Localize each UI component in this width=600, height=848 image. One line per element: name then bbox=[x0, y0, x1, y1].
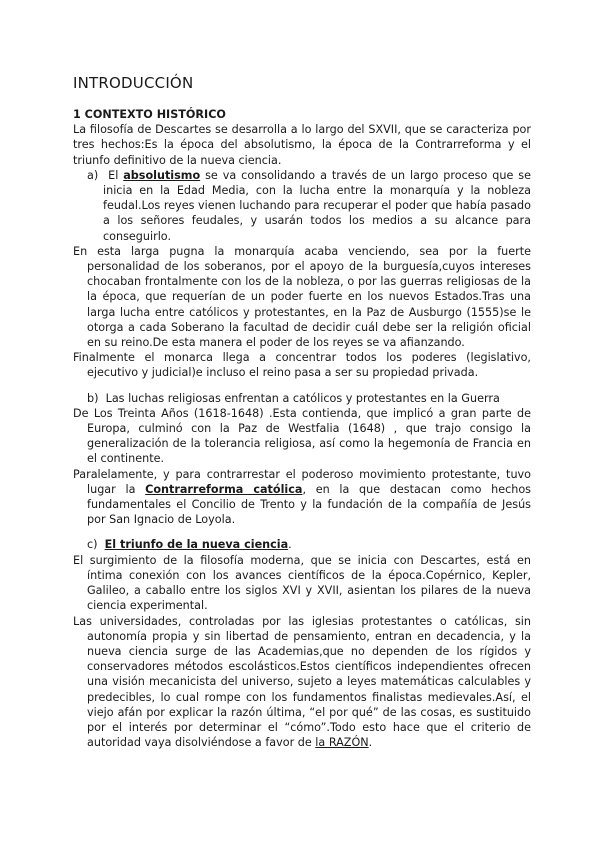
list-item-a: a) El absolutismo se va consolidando a través de un largo proceso que se inicia en la Edad Media, con la lucha entre la monarquía y la nobleza feudal.Los reyes vienen luchando para recuperar el poder que había pasado a los señores feudales, y usarán todos los medios a su alcance para conseguirlo. bbox=[87, 168, 531, 243]
paragraph: El surgimiento de la filosofía moderna, que se inicia con Descartes, está en íntima conexión con los avances científicos de la época.Copérnico, Kepler, Galileo, a caballo entre los siglos XVI y XVII, asientan los pilares de la nueva ciencia experimental. bbox=[73, 553, 531, 613]
term-absolutismo: absolutismo bbox=[123, 168, 201, 182]
document-body bbox=[73, 107, 531, 750]
term-razon: la RAZÓN bbox=[315, 736, 369, 750]
paragraph: Paralelamente, y para contrarrestar el poderoso movimiento protestante, tuvo lugar la Contrarreforma católica, en la que destacan como hechos fundamentales el Concilio de Trento y la fundación de la compañía de Jesús por San Ignacio de Loyola. bbox=[73, 467, 532, 527]
term-contrarreforma: Contrarreforma católica bbox=[145, 482, 303, 496]
paragraph: De Los Treinta Años (1618-1648) .Esta contienda, que implicó a gran parte de Europa, culminó con la Paz de Westfalia (1648) , que trajo consigo la generalización de la tolerancia religiosa, así como la hegemonía de Francia en el continente. bbox=[73, 406, 531, 466]
section-heading: 1 CONTEXTO HISTÓRICO bbox=[73, 108, 226, 121]
paragraph: Las universidades, controladas por las iglesias protestantes o católicas, sin autonomía propia y sin libertad de pensamiento, entran en decadencia, y la nueva ciencia surge de las Academias,que no dependen de los rígidos y conservadores métodos escolásticos.Estos científicos independientes ofrecen una visión mecanicista del universo, sujeto a leyes matemáticas calculables y predecibles, lo cual rompe con los fundamentos finalistas medievales.Así, el viejo afán por explicar la razón última, “el por qué” de las cosas, es sustituido por el interés por determinar el “cómo”.Todo esto hace que el criterio de autoridad vaya disolviéndose a favor de la RAZÓN. bbox=[73, 614, 531, 750]
paragraph: En esta larga pugna la monarquía acaba venciendo, sea por la fuerte personalidad de los soberanos, por el apoyo de la burguesía,cuyos intereses chocaban frontalmente con los de la nobleza, o por las guerras religiosas de la la época, que requerían de un poder fuerte en los nuevos Estados.Tras una larga lucha entre católicos y protestantes, en la Paz de Ausburgo (1555)se le otorga a cada Soberano la facultad de decidir cuál debe ser la religión oficial en su reino.De esta manera el poder de los reyes se va afianzando. bbox=[73, 244, 531, 350]
section-intro: La filosofía de Descartes se desarrolla a lo largo del SXVII, que se caracteriza por tres hechos:Es la época del absolutismo, la época de la Contrarreforma y el triunfo definitivo de la nueva ciencia. bbox=[73, 123, 531, 167]
list-item-b: b) Las luchas religiosas enfrentan a católicos y protestantes en la Guerra bbox=[87, 391, 500, 405]
list-item-c: c) El triunfo de la nueva ciencia. bbox=[87, 538, 292, 552]
paragraph: Finalmente el monarca llega a concentrar todos los poderes (legislativo, ejecutivo y judicial)e incluso el reino pasa a ser su propiedad privada. bbox=[73, 351, 531, 380]
term-nueva-ciencia: El triunfo de la nueva ciencia bbox=[104, 538, 289, 552]
page-title: INTRODUCCIÓN bbox=[73, 74, 194, 92]
